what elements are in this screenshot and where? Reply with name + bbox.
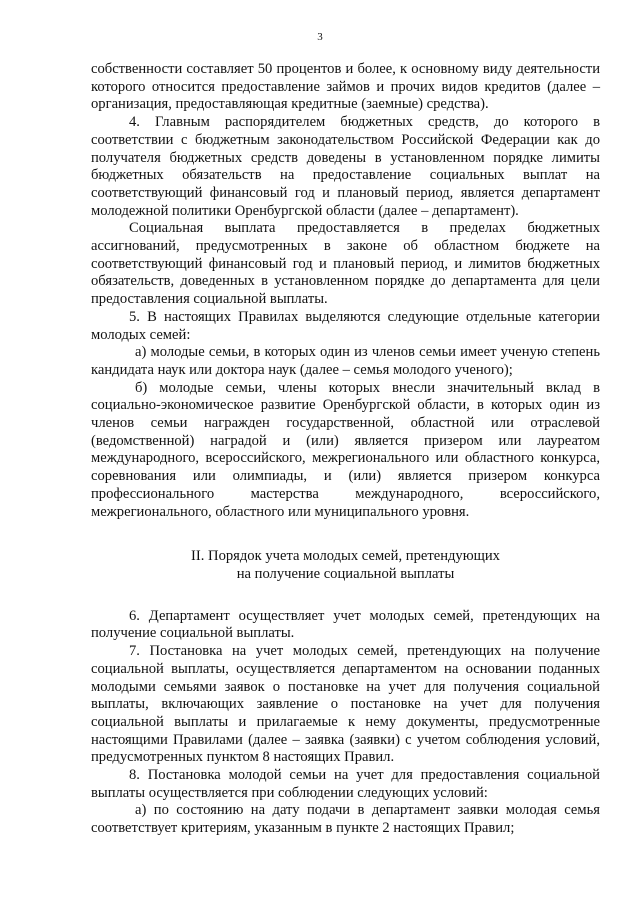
paragraph-item-8a: а) по состоянию на дату подачи в департамент заявки молодая семья соответствует критериям, указанным в пункте 2 настоящих Правил;: [91, 802, 600, 837]
paragraph-item-6: 6. Департамент осуществляет учет молодых семей, претендующих на получение социальной выплаты.: [91, 607, 600, 642]
paragraph-item-4: 4. Главным распорядителем бюджетных средств, до которого в соответствии с бюджетным законодательством Российской Федерации как до получателя бюджетных средств доведены в установленном порядке лимиты бюджетных обязательств на предоставление социальных выплат на соответствующий финансовый год и плановый период, является департамент молодежной политики Оренбургской области (далее – департамент).: [91, 114, 600, 219]
paragraph-item-7: 7. Постановка на учет молодых семей, претендующих на получение социальной выплаты, осуществляется департаментом на основании поданных молодыми семьями заявок о постановке на учет для получения социальной выплаты, включающих заявление о постановке на учет для получения социальной выплаты и прилагаемые к нему документы, предусмотренные настоящими Правилами (далее – заявка (заявки) с учетом соблюдения условий, предусмотренных пунктом 8 настоящих Правил.: [91, 643, 600, 766]
section-heading-line-2: на получение социальной выплаты: [236, 565, 455, 582]
section-heading-line-1: II. Порядок учета молодых семей, претендующих: [191, 548, 500, 565]
paragraph-social-payment: Социальная выплата предоставляется в пределах бюджетных ассигнований, предусмотренных в законе об областном бюджете на соответствующий финансовый год и плановый период, и лимитов бюджетных обязательств, доведенных в установленном порядке до департамента для цели предоставления социальной выплаты.: [91, 220, 600, 308]
page-number: 3: [317, 31, 323, 43]
section-heading: [91, 548, 600, 583]
paragraph-item-5b: б) молодые семьи, члены которых внесли значительный вклад в социально-экономическое развитие Оренбургской области, в которых один из членов семьи награжден государственной, областной или отраслевой (ведомственной) наградой и (или) является призером или лауреатом международного, всероссийского, межрегионального или областного конкурса, соревнования или олимпиады, и (или) является призером конкурса профессионального мастерства международного, всероссийского, межрегионального, областного или муниципального уровня.: [91, 379, 600, 520]
paragraph-item-8: 8. Постановка молодой семьи на учет для предоставления социальной выплаты осуществляется при соблюдении следующих условий:: [91, 767, 600, 801]
document-body: [91, 61, 600, 838]
paragraph-item-5: 5. В настоящих Правилах выделяются следующие отдельные категории молодых семей:: [91, 308, 600, 343]
paragraph-continuation: собственности составляет 50 процентов и более, к основному виду деятельности которого относится предоставление займов и прочих видов кредитов (далее – организация, предоставляющая кредитные (заемные) средства).: [91, 61, 600, 113]
paragraph-item-5a: а) молодые семьи, в которых один из членов семьи имеет ученую степень кандидата наук или доктора наук (далее – семья молодого ученого);: [91, 344, 600, 378]
